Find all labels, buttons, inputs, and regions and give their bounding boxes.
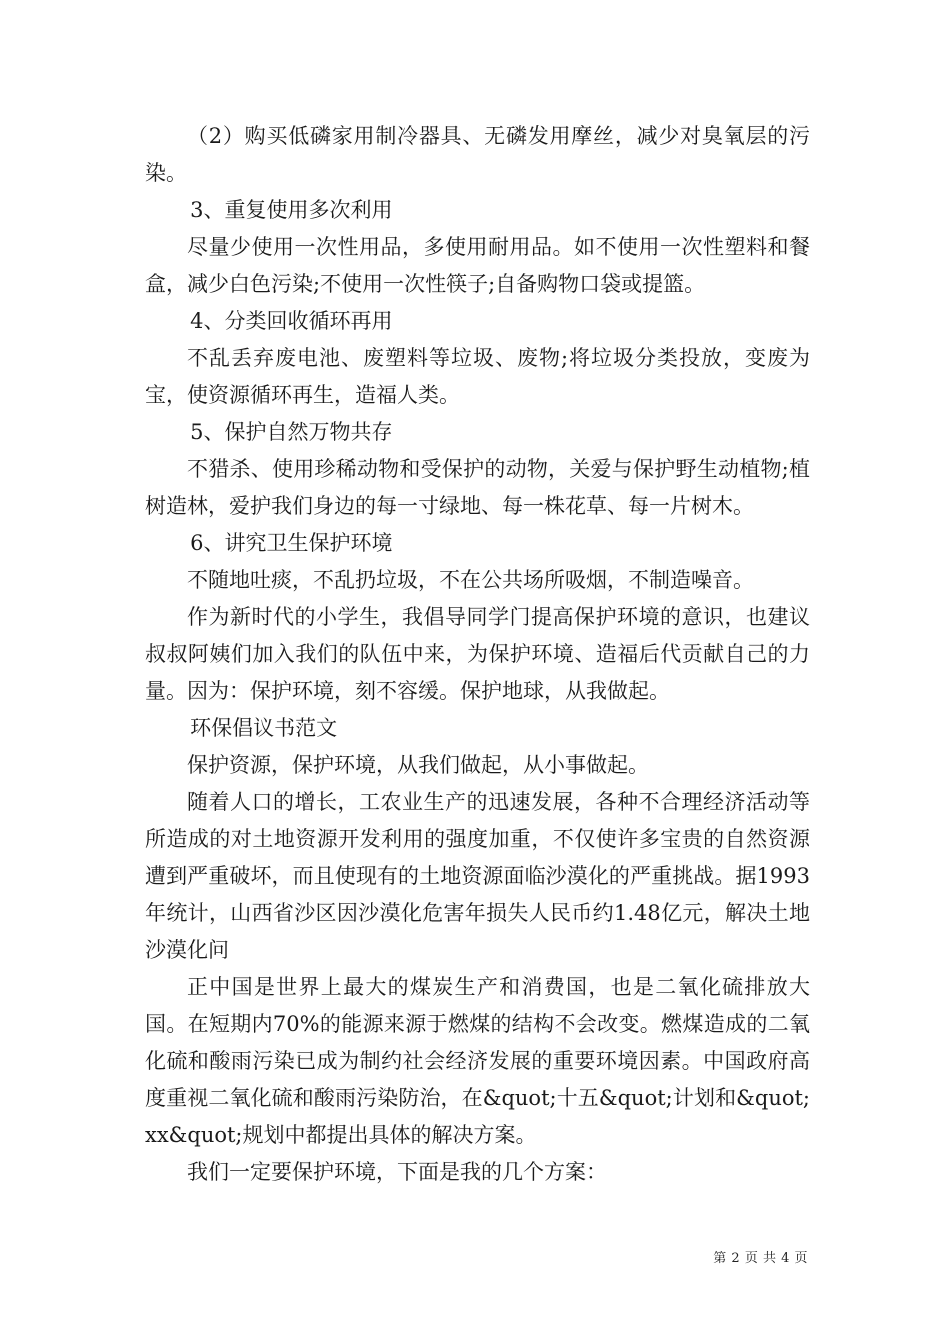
section-heading-recycle: 4、分类回收循环再用 bbox=[190, 309, 393, 333]
paragraph-hygiene: 不随地吐痰，不乱扔垃圾，不在公共场所吸烟，不制造噪音。 bbox=[187, 568, 754, 592]
paragraph-start-small: 保护资源，保护环境，从我们做起，从小事做起。 bbox=[187, 753, 649, 777]
paragraph-reuse: 尽量少使用一次性用品，多使用耐用品。如不使用一次性塑料和餐盒，减少白色污染;不使用一次性筷子;自备购物口袋或提篮。 bbox=[145, 235, 810, 296]
section-heading-hygiene: 6、讲究卫生保护环境 bbox=[190, 531, 393, 555]
paragraph-land-desertification: 随着人口的增长，工农业生产的迅速发展，各种不合理经济活动等所造成的对土地资源开发利用的强度加重，不仅使许多宝贵的自然资源遭到严重破坏，而且使现有的土地资源面临沙漠化的严重挑战。据1993年统计，山西省沙区因沙漠化危害年损失人民币约1.48亿元，解决土地沙漠化问 bbox=[145, 790, 810, 962]
section-heading-reuse: 3、重复使用多次利用 bbox=[190, 198, 393, 222]
paragraph-recycle: 不乱丢弃废电池、废塑料等垃圾、废物;将垃圾分类投放，变废为宝，使资源循环再生，造福人类。 bbox=[145, 346, 810, 407]
paragraph-sulfur-dioxide: 正中国是世界上最大的煤炭生产和消费国，也是二氧化硫排放大国。在短期内70%的能源来源于燃煤的结构不会改变。燃煤造成的二氧化硫和酸雨污染已成为制约社会经济发展的重要环境因素。中国政府高度重视二氧化硫和酸雨污染防治，在&quot;十五&quot;计划和&quot;xx&quot;规划中都提出具体的解决方案。 bbox=[145, 975, 810, 1147]
paragraph-purchase-low-phosphorus: （2）购买低磷家用制冷器具、无磷发用摩丝，减少对臭氧层的污染。 bbox=[145, 124, 810, 185]
page-number: 第 2 页 共 4 页 bbox=[713, 1251, 808, 1266]
section-title-sample: 环保倡议书范文 bbox=[190, 716, 338, 740]
paragraph-student-call: 作为新时代的小学生，我倡导同学门提高保护环境的意识，也建议叔叔阿姨们加入我们的队伍中来，为保护环境、造福后代贡献自己的力量。因为：保护环境，刻不容缓。保护地球，从我做起。 bbox=[145, 605, 810, 703]
section-heading-protect-nature: 5、保护自然万物共存 bbox=[190, 420, 393, 444]
paragraph-protect-nature: 不猎杀、使用珍稀动物和受保护的动物，关爱与保护野生动植物;植树造林，爱护我们身边的每一寸绿地、每一株花草、每一片树木。 bbox=[145, 457, 810, 518]
paragraph-proposals-intro: 我们一定要保护环境，下面是我的几个方案： bbox=[187, 1160, 607, 1184]
document-body bbox=[145, 118, 810, 1191]
